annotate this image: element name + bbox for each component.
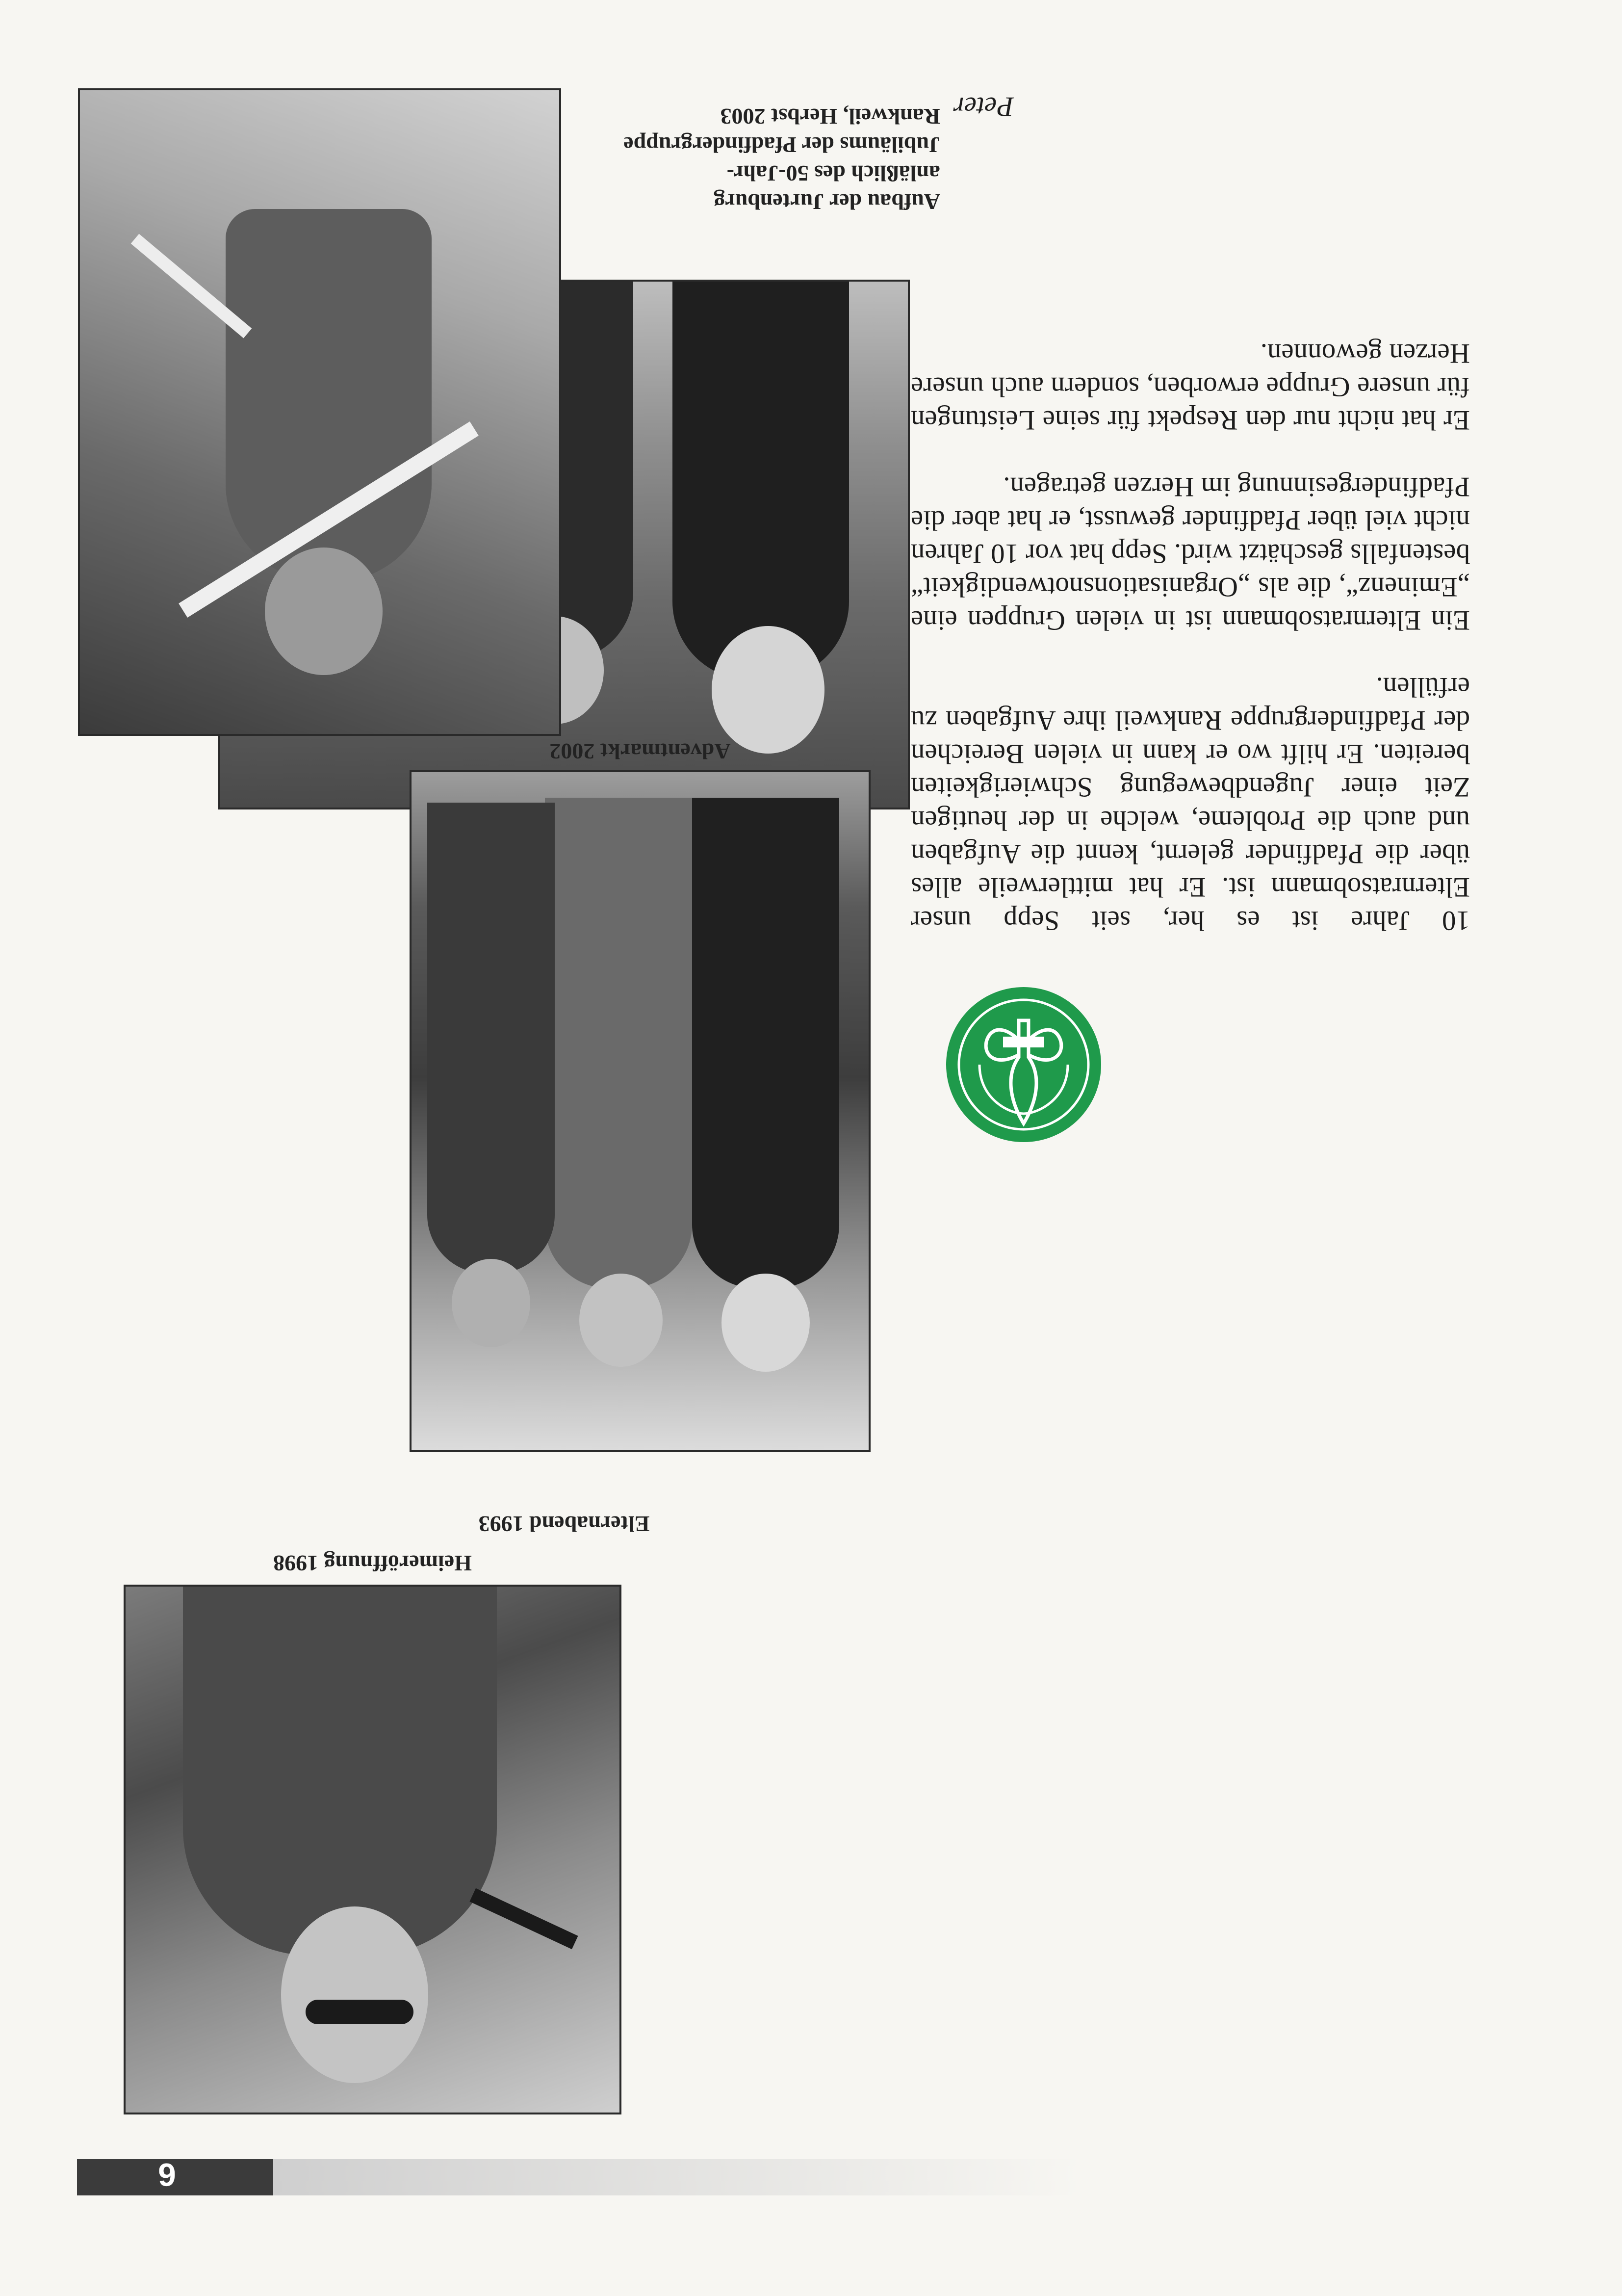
caption-jurtenburg-line: anläßlich des 50-Jahr- xyxy=(726,161,940,186)
caption-heimeroeffnung: Heimeröffnung 1998 xyxy=(273,1551,472,1576)
page-number: 6 xyxy=(158,2157,176,2193)
photo-jurtenburg xyxy=(78,88,561,736)
scout-emblem-icon xyxy=(945,986,1102,1143)
caption-elternabend: Elternabend 1993 xyxy=(478,1512,650,1537)
article-paragraph: Er hat nicht nur den Respekt für seine Leistungen für unsere Gruppe erworben, sondern auch unsere Herzen gewonnen. xyxy=(911,338,1470,436)
caption-jurtenburg-line: Aufbau der Jurtenburg xyxy=(714,189,940,214)
article-paragraph: Ein Elternratsobmann ist in vielen Gruppen eine „Eminenz“, die als „Organisationsnotwendigkeit“ bestenfalls geschätzt wird. Sepp hat vor 10 Jahren nicht viel über Pfadfinder gewusst, er hat aber die Pfadfindergesinnung im Herzen getragen. xyxy=(911,471,1470,636)
photo-heimeroeffnung xyxy=(124,1585,621,2114)
page-bar-gradient xyxy=(273,2159,1082,2195)
caption-jurtenburg-line: Rankweil, Herbst 2003 xyxy=(720,104,940,129)
photo-adventmarkt xyxy=(410,770,871,1452)
article-paragraph: 10 Jahre ist es her, seit Sepp unser Elternratsobmann ist. Er hat mittlerweile alles über die Pfadfinder gelernt, kennt die Aufgaben und auch die Probleme, welche in der heutigen Zeit einer Jugendbewegung Schwierigkeiten bereiten. Er hilft wo er kann in vielen Bereichen der Pfadfindergruppe Rankweil ihre Aufgaben zu erfüllen. xyxy=(911,672,1470,936)
page-number-bar xyxy=(77,2159,273,2195)
caption-jurtenburg-line: Jubiläums der Pfadfindergruppe xyxy=(623,132,940,157)
caption-jurtenburg xyxy=(572,102,940,216)
article-author: Peter xyxy=(953,91,1014,122)
caption-adventmarkt: Adventmarkt 2002 xyxy=(549,739,731,764)
article-text xyxy=(911,303,1470,937)
